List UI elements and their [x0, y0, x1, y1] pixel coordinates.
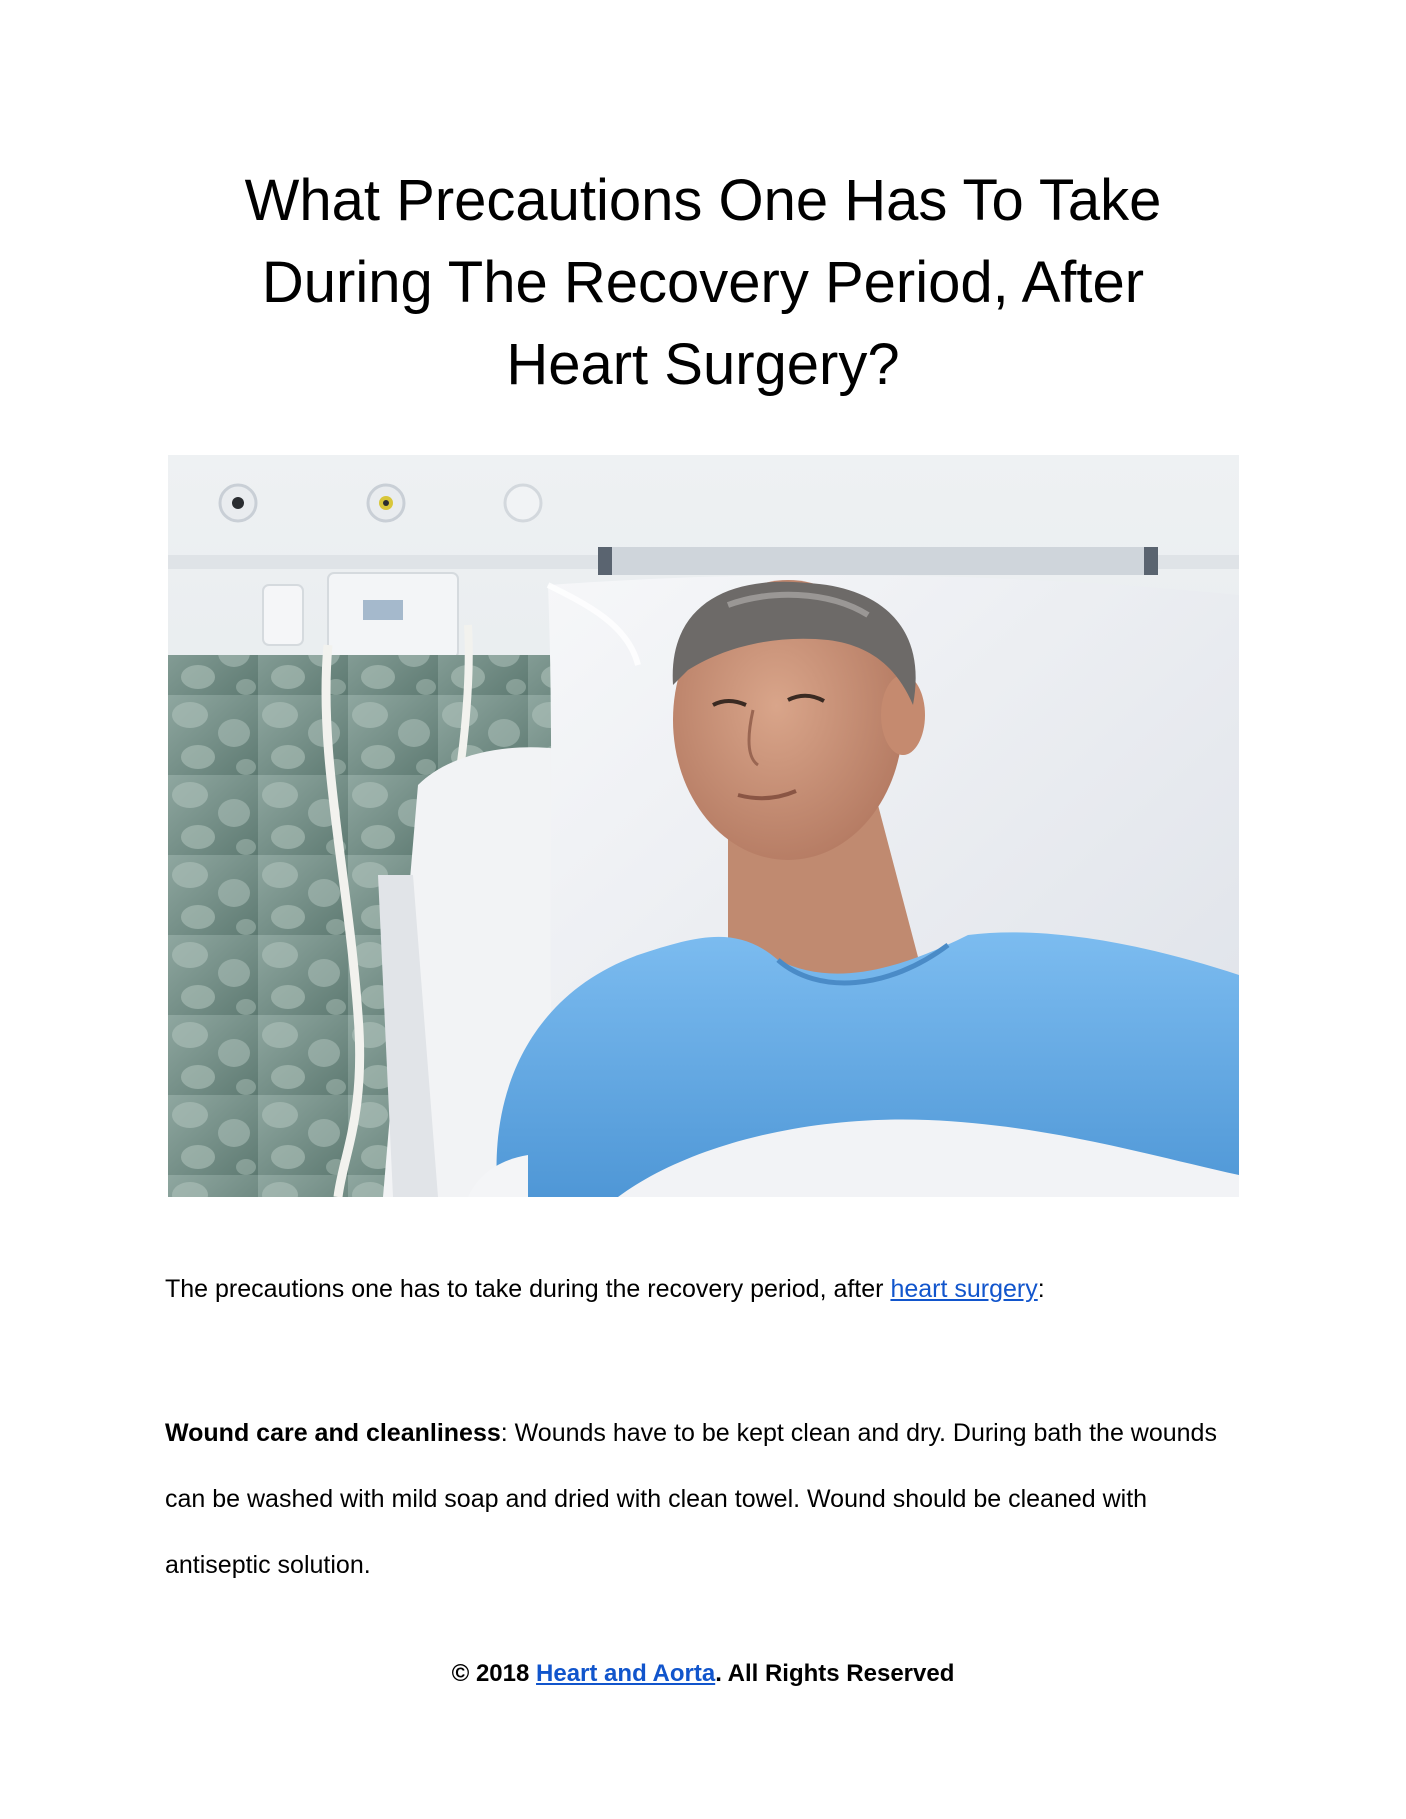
- heart-and-aorta-link[interactable]: Heart and Aorta: [536, 1660, 716, 1687]
- intro-colon: :: [1037, 1275, 1045, 1303]
- intro-paragraph: [165, 1272, 1255, 1306]
- wound-care-paragraph: [165, 1400, 1255, 1598]
- page-title: [170, 160, 1236, 406]
- title-line-1: What Precautions One Has To Take: [244, 168, 1162, 233]
- copyright-suffix: . All Rights Reserved: [715, 1660, 955, 1687]
- copyright-footer: [0, 1658, 1406, 1690]
- intro-text: The precautions one has to take during the recovery period, after: [165, 1275, 891, 1303]
- copyright-prefix: © 2018: [451, 1660, 537, 1687]
- wound-care-body: : Wounds have to be kept clean and dry. During bath the wounds can be washed with mild soap and dried with clean towel. Wound should be cleaned with antiseptic solution.: [165, 1419, 1217, 1579]
- title-line-2: During The Recovery Period, After: [261, 250, 1145, 315]
- title-line-3: Heart Surgery?: [506, 332, 900, 397]
- wound-care-heading: Wound care and cleanliness: [165, 1419, 501, 1447]
- patient-photo: [168, 455, 1239, 1197]
- heart-surgery-link[interactable]: heart surgery: [890, 1275, 1038, 1303]
